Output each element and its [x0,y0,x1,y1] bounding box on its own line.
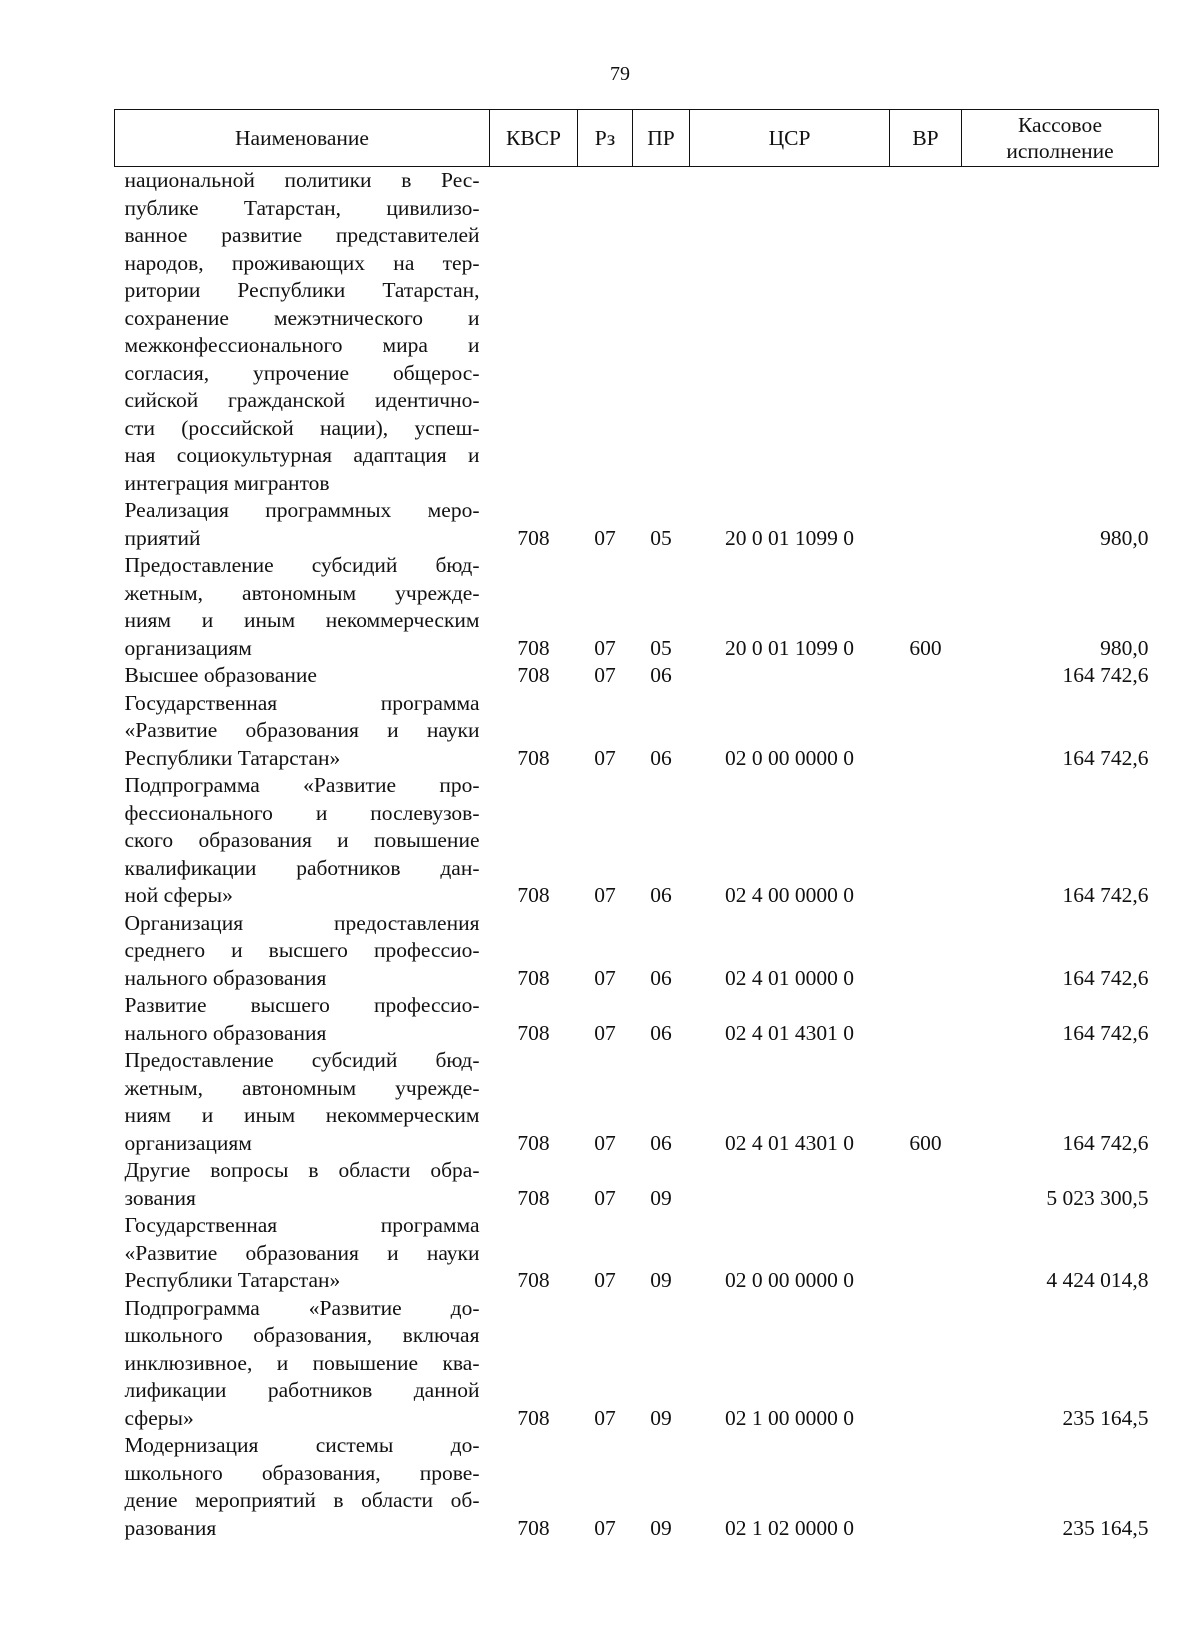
row-name-line: Предоставление субсидий бюд- [124,553,480,577]
row-csr-cell: 02 4 01 4301 0 [725,1020,854,1045]
row-pr-cell [633,167,690,498]
row-name-line: инклюзивное, и повышение ква- [124,1350,480,1375]
row-kvsr-cell: 708 [517,635,550,660]
row-pr-cell: 06 [650,663,672,687]
row-vr-cell [890,167,962,498]
row-amount-cell: 980,0 [1100,525,1149,550]
row-kvsr-cell: 708 [517,1130,550,1155]
row-name-line: зования [124,1185,196,1210]
table-row [115,910,1159,993]
row-name-line: Подпрограмма «Развитие до- [124,1295,480,1320]
row-vr-cell [890,497,962,552]
row-kvsr-cell: 708 [517,1020,550,1045]
row-rz-cell: 07 [594,1185,616,1210]
row-name-line: «Развитие образования и науки [124,1240,480,1265]
row-name-line: ной сферы» [124,883,233,907]
table-header [115,110,1159,167]
table-row [115,662,1159,690]
row-name-line: Другие вопросы в области обра- [124,1158,480,1182]
row-kvsr-cell: 708 [517,745,550,770]
row-kvsr-cell: 708 [517,1268,550,1292]
row-name-line: Модернизация системы до- [124,1433,480,1457]
row-name-line: межконфессионального мира и [124,333,480,357]
row-name-line: Развитие высшего профессио- [124,993,480,1017]
row-name-cell [115,772,490,910]
row-kvsr-cell: 708 [517,663,550,687]
table-row [115,552,1159,662]
row-rz-cell: 07 [594,1515,616,1540]
row-amount-cell: 4 424 014,8 [1046,1268,1149,1292]
row-name-line: публике Татарстан, цивилизо- [124,195,480,220]
row-amount-cell: 235 164,5 [1062,1405,1149,1430]
table-row [115,1157,1159,1212]
row-name-line: ниям и иным некоммерческим [124,1103,480,1127]
row-name-cell [115,690,490,773]
row-rz-cell: 07 [594,663,616,687]
row-name-line: Предоставление субсидий бюд- [124,1048,480,1072]
row-kvsr-cell: 708 [517,1515,550,1540]
row-pr-cell: 05 [650,525,672,550]
row-amount-cell: 5 023 300,5 [1046,1185,1149,1210]
budget-execution-table [114,109,1159,1542]
row-pr-cell: 06 [650,745,672,770]
row-csr-cell [690,167,890,498]
row-name-cell [115,1157,490,1212]
row-name-line: школьного образования, прове- [124,1460,480,1485]
table-row [115,992,1159,1047]
table-row [115,1212,1159,1295]
row-amount-cell: 164 742,6 [1062,745,1149,770]
row-name-line: жетным, автономным учрежде- [124,580,480,605]
row-name-line: Государственная программа [124,690,480,715]
row-name-line: приятий [124,525,201,550]
row-vr-cell [890,910,962,993]
header-execution: Кассовое исполнение [962,110,1159,167]
row-rz-cell: 07 [594,883,616,907]
page-number: 79 [610,63,630,85]
header-vr: ВР [890,110,962,167]
row-csr-cell [690,662,890,690]
row-name-line: жетным, автономным учрежде- [124,1075,480,1100]
row-rz-cell [578,167,633,498]
row-name-cell [115,910,490,993]
row-name-cell [115,1047,490,1157]
row-name-cell [115,992,490,1047]
row-name-cell [115,662,490,690]
row-vr-cell [890,662,962,690]
row-vr-cell [890,690,962,773]
row-rz-cell: 07 [594,1130,616,1155]
row-amount-cell: 164 742,6 [1062,1130,1149,1155]
row-vr-cell [890,1432,962,1542]
header-pr: ПР [633,110,690,167]
row-vr-cell [890,992,962,1047]
row-kvsr-cell: 708 [517,1185,550,1210]
table-row [115,690,1159,773]
row-name-line: среднего и высшего профессио- [124,938,480,962]
row-name-cell [115,552,490,662]
row-pr-cell: 06 [650,965,672,990]
row-csr-cell: 02 4 00 0000 0 [725,883,854,907]
row-name-line: Республики Татарстан» [124,745,341,770]
row-vr-cell [890,772,962,910]
row-name-line: фессионального и послевузов- [124,800,480,825]
row-name-line: Реализация программных меро- [124,498,480,522]
row-pr-cell: 09 [650,1185,672,1210]
row-name-line: интеграция мигрантов [124,470,330,495]
table-row [115,1047,1159,1157]
row-pr-cell: 06 [650,1130,672,1155]
row-amount-cell: 980,0 [1100,635,1149,660]
row-name-cell [115,167,490,498]
row-rz-cell: 07 [594,525,616,550]
table-row [115,167,1159,498]
row-pr-cell: 06 [650,883,672,907]
row-name-line: ритории Республики Татарстан, [124,278,480,302]
row-pr-cell: 05 [650,635,672,660]
table-row [115,497,1159,552]
row-kvsr-cell: 708 [517,883,550,907]
row-vr-cell [890,1212,962,1295]
row-csr-cell: 20 0 01 1099 0 [725,525,854,550]
row-vr-cell [890,1295,962,1433]
row-amount-cell: 164 742,6 [1062,965,1149,990]
row-csr-cell: 20 0 01 1099 0 [725,635,854,660]
row-amount-cell: 235 164,5 [1062,1515,1149,1540]
row-csr-cell: 02 1 00 0000 0 [725,1405,854,1430]
row-name-line: организациям [124,1130,252,1155]
row-vr-cell: 600 [909,1130,942,1155]
row-name-line: нального образования [124,965,327,990]
row-name-line: Высшее образование [124,663,317,687]
row-rz-cell: 07 [594,1268,616,1292]
row-csr-cell: 02 0 00 0000 0 [725,1268,854,1292]
row-name-line: сферы» [124,1405,194,1430]
row-csr-cell: 02 4 01 4301 0 [725,1130,854,1155]
row-vr-cell: 600 [909,635,942,660]
row-name-line: школьного образования, включая [124,1323,480,1347]
row-name-line: организациям [124,635,252,660]
row-csr-cell: 02 1 02 0000 0 [725,1515,854,1540]
row-name-line: нального образования [124,1020,327,1045]
row-pr-cell: 06 [650,1020,672,1045]
row-rz-cell: 07 [594,745,616,770]
table-row [115,1432,1159,1542]
row-name-line: ского образования и повышение [124,828,480,852]
row-rz-cell: 07 [594,635,616,660]
row-name-cell [115,1212,490,1295]
row-name-line: сти (российской нации), успеш- [124,415,480,440]
row-name-cell [115,497,490,552]
row-name-line: квалификации работников дан- [124,855,480,880]
row-rz-cell: 07 [594,1020,616,1045]
table-row [115,1295,1159,1433]
row-vr-cell [890,1157,962,1212]
row-name-line: сохранение межэтнического и [124,305,480,330]
row-name-cell [115,1295,490,1433]
header-name: Наименование [115,110,490,167]
header-kvsr: КВСР [490,110,578,167]
row-pr-cell: 09 [650,1515,672,1540]
row-csr-cell: 02 0 00 0000 0 [725,745,854,770]
header-rz: Рз [578,110,633,167]
row-name-line: разования [124,1515,217,1540]
row-name-line: ная социокультурная адаптация и [124,443,480,467]
row-pr-cell: 09 [650,1268,672,1292]
row-rz-cell: 07 [594,1405,616,1430]
row-name-line: ниям и иным некоммерческим [124,608,480,632]
row-kvsr-cell [490,167,578,498]
row-amount-cell [962,167,1159,498]
row-rz-cell: 07 [594,965,616,990]
row-name-cell [115,1432,490,1542]
row-name-line: Подпрограмма «Развитие про- [124,773,480,797]
row-kvsr-cell: 708 [517,1405,550,1430]
header-csr: ЦСР [690,110,890,167]
row-amount-cell: 164 742,6 [1062,883,1149,907]
row-kvsr-cell: 708 [517,965,550,990]
row-name-line: Республики Татарстан» [124,1268,341,1292]
row-csr-cell: 02 4 01 0000 0 [725,965,854,990]
row-amount-cell: 164 742,6 [1062,1020,1149,1045]
row-kvsr-cell: 708 [517,525,550,550]
row-csr-cell [690,1157,890,1212]
row-name-line: национальной политики в Рес- [124,168,480,192]
table-body [115,167,1159,1543]
row-name-line: «Развитие образования и науки [124,718,480,742]
row-name-line: народов, проживающих на тер- [124,250,480,275]
row-name-line: Государственная программа [124,1213,480,1237]
row-name-line: ванное развитие представителей [124,223,480,247]
row-name-line: согласия, упрочение общерос- [124,360,480,385]
row-name-line: Организация предоставления [124,910,480,935]
row-name-line: сийской гражданской идентично- [124,388,480,412]
row-pr-cell: 09 [650,1405,672,1430]
table-row [115,772,1159,910]
row-amount-cell: 164 742,6 [1062,663,1149,687]
row-name-line: лификации работников данной [124,1378,480,1402]
row-name-line: дение мероприятий в области об- [124,1488,480,1512]
